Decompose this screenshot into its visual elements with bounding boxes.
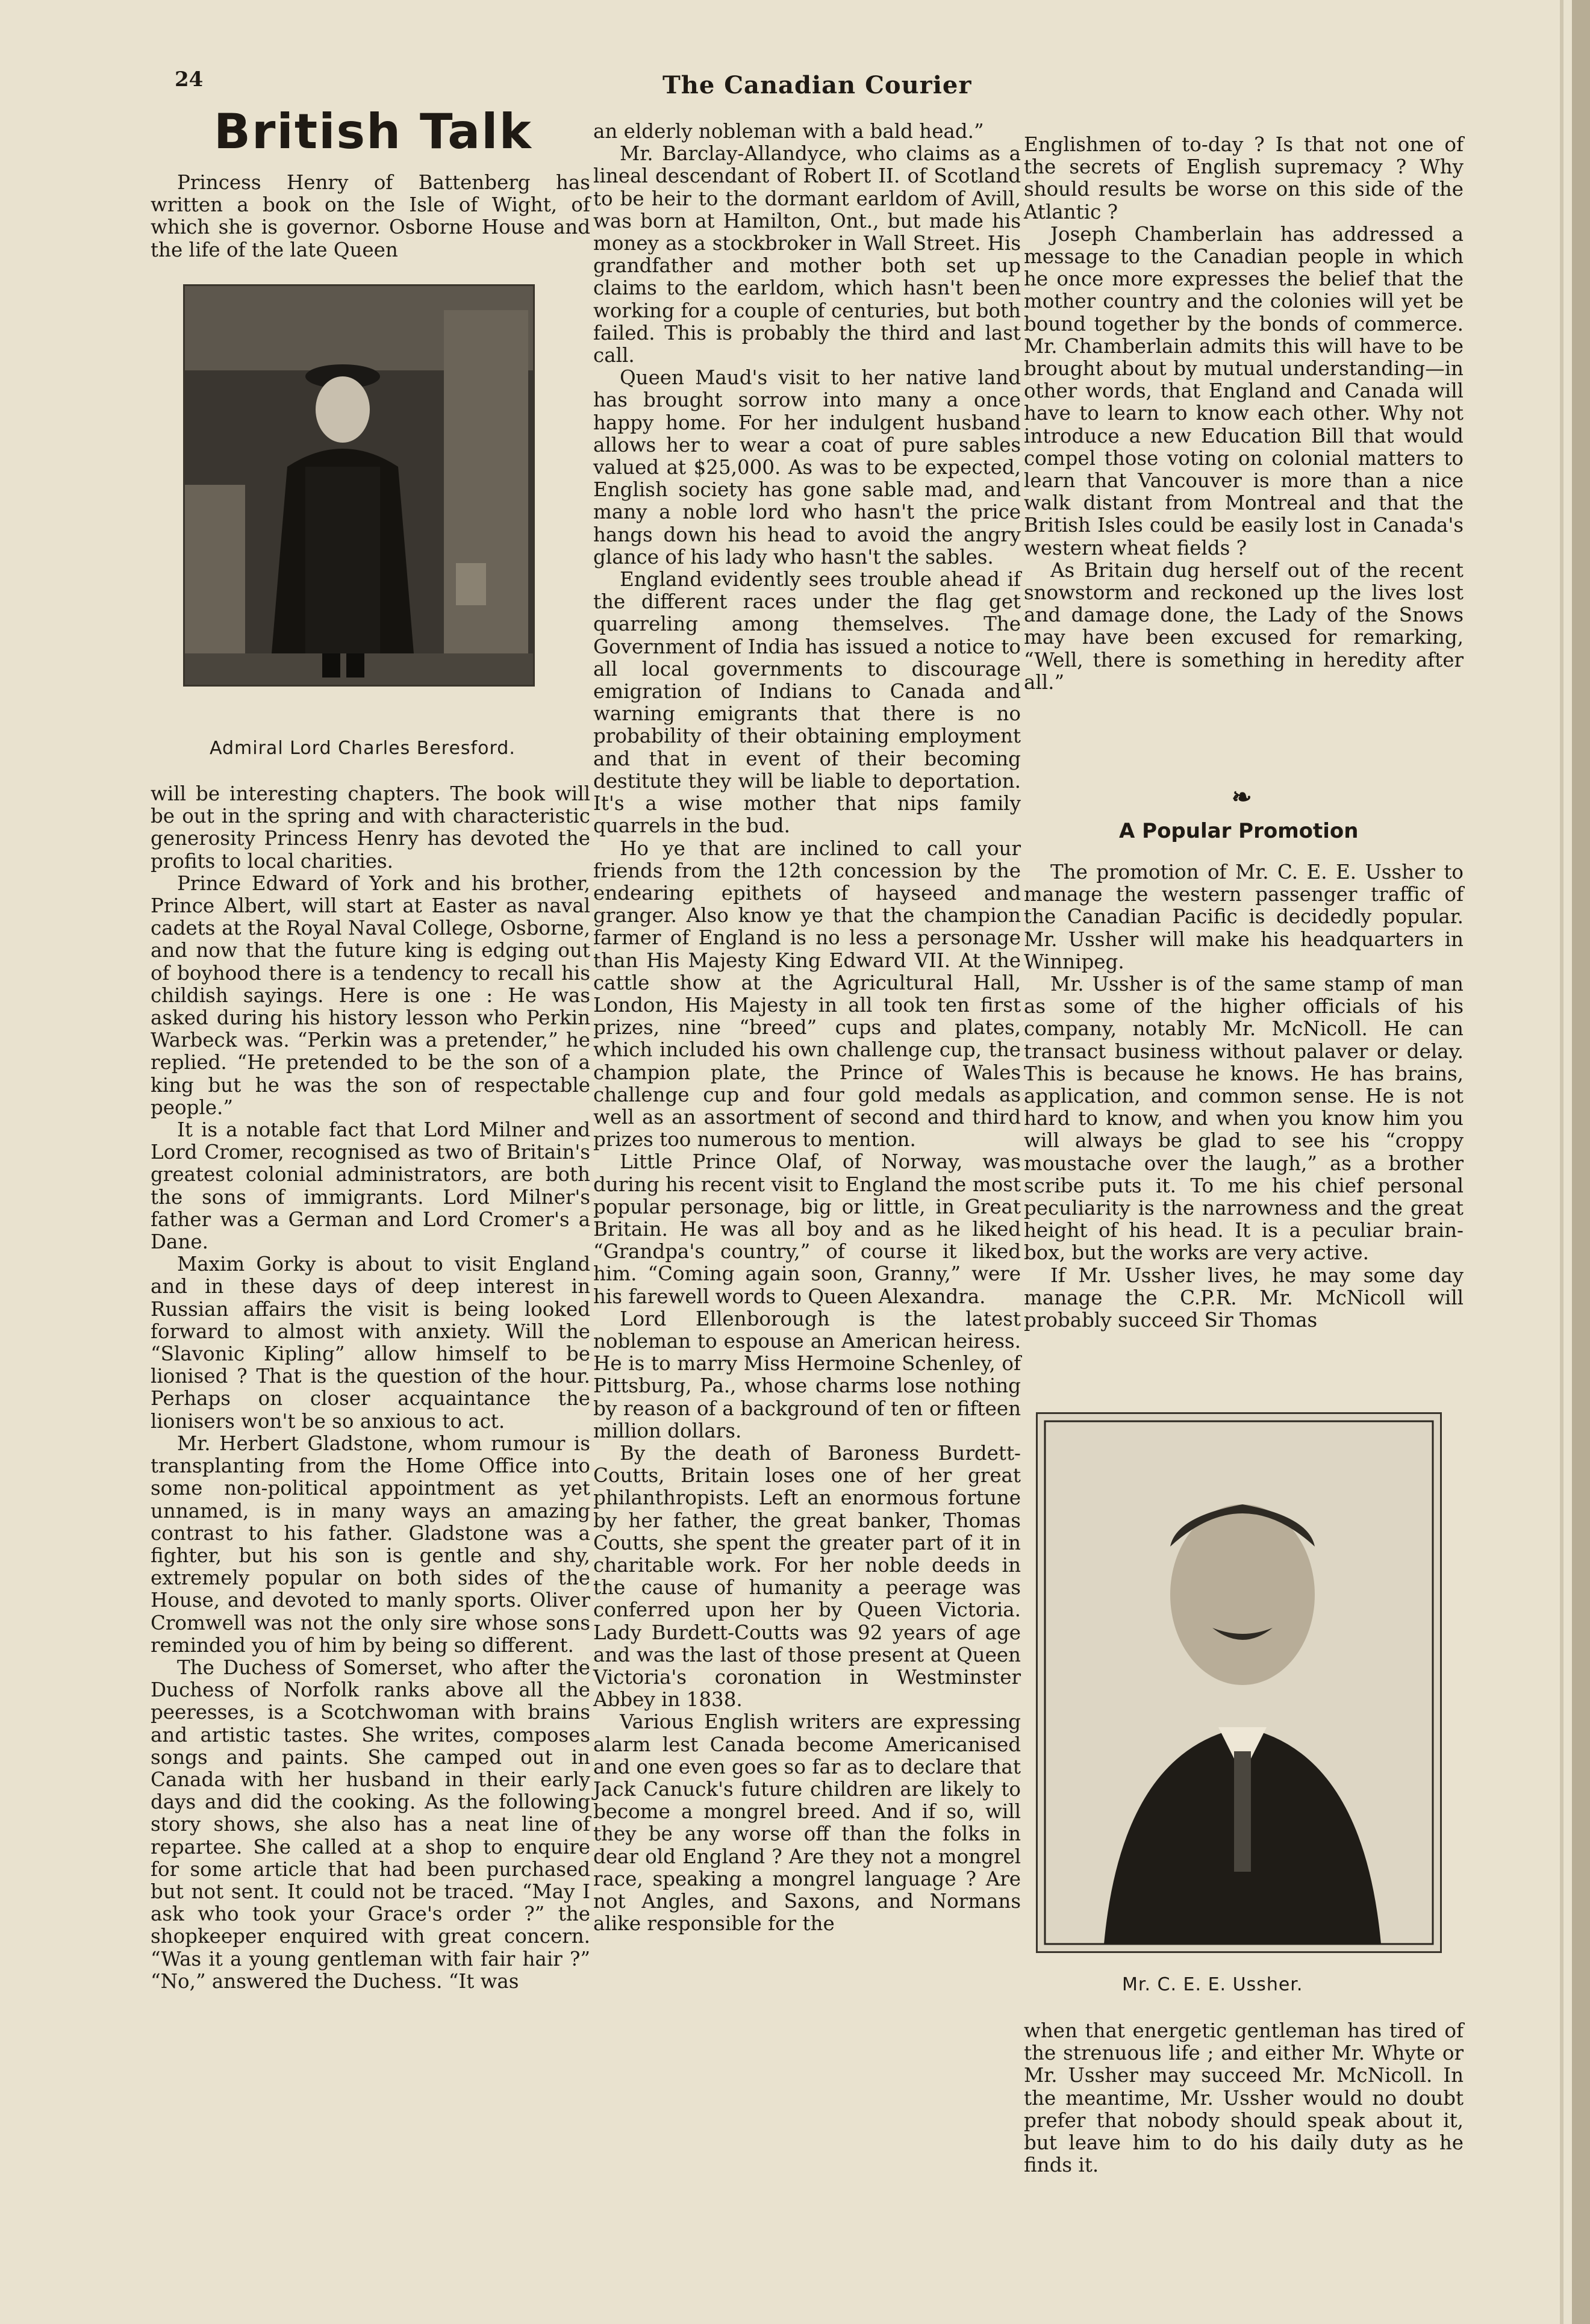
paragraph: As Britain dug herself out of the recent snowstorm and reckoned up the lives lost and damage done, the Lady of the Snows may have been excused for remarking, “Well, there is something in heredity after all.” (1024, 558, 1464, 694)
column-1-bottom (151, 783, 590, 1993)
paragraph: The promotion of Mr. C. E. E. Ussher to manage the western passenger traffic of the Canadian Pacific is decidedly popular. Mr. Ussher will make his headquarters in Winnipeg. (1024, 861, 1464, 973)
column-3-top (1024, 134, 1464, 694)
paragraph: Mr. Barclay-Allandyce, who claims as a lineal descendant of Robert II. of Scotland to be heir to the dormant earldom of Avill, was born at Hamilton, Ont., but made his money as a stockbroker in Wall Street. His grandfather and mother both set up claims to the earldom, which hasn't been working for a couple of centuries, but both failed. This is probably the third and last call. (593, 142, 1021, 367)
paragraph: Mr. Herbert Gladstone, whom rumour is transplanting from the Home Office into some non-political appointment as yet unnamed, is in many ways an amazing contrast to his father. Gladstone was a fighter, but his son is gentle and shy, extremely popular on both sides of the House, and devoted to manly sports. Oliver Cromwell was not the only sire whose sons reminded you of him by being so different. (151, 1431, 590, 1657)
caption-beresford: Admiral Lord Charles Beresford. (210, 738, 516, 759)
paragraph: Mr. Ussher is of the same stamp of man as some of the higher officials of his company, notably Mr. McNicoll. He can transact business without palaver or delay. This is because he knows. He has brains, application, and common sense. He is not hard to know, and when you know him you will always be glad to see his “croppy moustache over the laugh,” as a brother scribe puts it. To me his chief personal peculiarity is the narrowness and the great height of his head. It is a peculiar brain-box, but the works are very active. (1024, 973, 1464, 1265)
column-3-bottom (1024, 2020, 1464, 2176)
paragraph: Maxim Gorky is about to visit England and in these days of deep interest in Russian affairs the visit is being looked forward to almost with anxiety. Will the “Slavonic Kipling” allow himself to be lionised ? That is the question of the hour. Perhaps on closer acquaintance the lionisers won't be so anxious to act. (151, 1253, 590, 1433)
paragraph: Ho ye that are inclined to call your friends from the 12th concession by the endearing epithets of hayseed and granger. Also know ye that the champion farmer of England is no less a personage than His Majesty King Edward VII. At the cattle show at the Agricultural Hall, London, His Majesty in all took ten first prizes, nine “breed” cups and plates, which included his own challenge cup, the champion plate, the Prince of Wales challenge cup and four gold medals as well as an assortment of second and third prizes too numerous to mention. (593, 836, 1021, 1151)
portrait-image (1038, 1414, 1440, 1951)
paragraph: If Mr. Ussher lives, he may some day manage the C.P.R. Mr. McNicoll will probably succeed Sir Thomas (1024, 1263, 1464, 1332)
paragraph: an elderly nobleman with a bald head.” (593, 120, 984, 143)
paragraph: The Duchess of Somerset, who after the Duchess of Norfolk ranks above all the peeresses, is a Scotchwoman with brains and artistic tastes. She writes, composes songs and paints. She camped out in Canada with her husband in their early days and did the cooking. As the following story shows, she also has a neat line of repartee. She called at a shop to enquire for some article that had been purchased but not sent. It could not be traced. “May I ask who took your Grace's order ?” the shopkeeper enquired with great concern. “Was it a young gentleman with fair hair ?” “No,” answered the Duchess. “It was (151, 1656, 590, 1993)
ornament-icon: ❧ (1232, 783, 1252, 811)
publication-title: The Canadian Courier (662, 71, 972, 99)
portrait-image (185, 286, 533, 685)
paragraph: Various English writers are expressing alarm lest Canada become Americanised and one even goes so far as to declare that Jack Canuck's future children are likely to become a mongrel breed. And if so, will they be any worse off than the folks in dear old England ? Are they not a mongrel race, speaking a mongrel language ? Are not Angles, and Saxons, and Normans alike responsible for the (593, 1710, 1021, 1936)
column-2 (593, 120, 1021, 1935)
photo-ussher (1036, 1412, 1442, 1953)
column-3-middle (1024, 861, 1464, 1332)
paragraph: will be interesting chapters. The book will be out in the spring and with characteristic generosity Princess Henry has devoted the profits to local charities. (151, 782, 590, 873)
paragraph: It is a notable fact that Lord Milner and Lord Cromer, recognised as two of Britain's greatest colonial administrators, are both the sons of immigrants. Lord Milner's father was a German and Lord Cromer's a Dane. (151, 1118, 590, 1254)
paragraph: Englishmen of to-day ? Is that not one of the secrets of English supremacy ? Why should results be worse on this side of the Atlantic ? (1024, 133, 1464, 223)
paragraph: Little Prince Olaf, of Norway, was during his recent visit to England the most popular personage, big or little, in Great Britain. He was all boy and as he liked “Grandpa's country,” of course it liked him. “Coming again soon, Granny,” were his farewell words to Queen Alexandra. (593, 1150, 1021, 1308)
section-heading: A Popular Promotion (1119, 819, 1359, 843)
paragraph: Joseph Chamberlain has addressed a message to the Canadian people in which he once more expresses the belief that the mother country and the colonies will yet be bound together by the bonds of commerce. Mr. Chamberlain admits this will have to be brought about by mutual understanding—in other words, that England and Canada will have to learn to know each other. Why not introduce a new Education Bill that would compel those voting on colonial matters to learn that Vancouver is more than a nice walk distant from Montreal and that the British Isles could be easily lost in Canada's western wheat fields ? (1024, 222, 1464, 559)
paragraph: England evidently sees trouble ahead if the different races under the flag get quarreling among themselves. The Government of India has issued a notice to all local governments to discourage emigration of Indians to Canada and warning emigrants that there is no probability of their obtaining employment and that in event of their becoming destitute they will be liable to deportation. It's a wise mother that nips family quarrels in the bud. (593, 568, 1021, 838)
binding-edge (1560, 0, 1564, 2324)
column-1-top (151, 172, 590, 261)
headline: British Talk (214, 104, 532, 160)
paragraph: Princess Henry of Battenberg has written a book on the Isle of Wight, of which she is governor. Osborne House and the life of the late Queen (151, 171, 590, 261)
paragraph: Queen Maud's visit to her native land has brought sorrow into many a once happy home. For her indulgent husband allows her to wear a coat of pure sables valued at $25,000. As was to be expected, English society has gone sable mad, and many a noble lord who hasn't the price hangs down his head to avoid the angry glance of his lady who hasn't the sables. (593, 366, 1021, 569)
paragraph: Lord Ellenborough is the latest nobleman to espouse an American heiress. He is to marry Miss Hermoine Schenley, of Pittsburg, Pa., whose charms lose nothing by reason of a background of ten or fifteen million dollars. (593, 1307, 1021, 1442)
caption-ussher: Mr. C. E. E. Ussher. (1122, 1974, 1303, 1995)
paragraph: By the death of Baroness Burdett-Coutts, Britain loses one of her great philanthropists. Left an enormous fortune by her father, the great banker, Thomas Coutts, she spent the greater part of it in charitable work. For her noble deeds in the cause of humanity a peerage was conferred upon her by Queen Victoria. Lady Burdett-Coutts was 92 years of age and was the last of those present at Queen Victoria's coronation in Westminster Abbey in 1838. (593, 1441, 1021, 1712)
photo-admiral-beresford (183, 284, 535, 687)
binding-gutter (1572, 0, 1590, 2324)
page-number: 24 (175, 67, 204, 92)
paragraph: when that energetic gentleman has tired of the strenuous life ; and either Mr. Whyte or Mr. Ussher may succeed Mr. McNicoll. In the meantime, Mr. Ussher would no doubt prefer that nobody should speak about it, but leave him to do his daily duty as he finds it. (1024, 2019, 1464, 2177)
paragraph: Prince Edward of York and his brother, Prince Albert, will start at Easter as naval cadets at the Royal Naval College, Osborne, and now that the future king is edging out of boyhood there is a tendency to recall his childish sayings. Here is one : He was asked during his history lesson who Perkin Warbeck was. “Perkin was a pretender,” he replied. “He pretended to be the son of a king but he was the son of respectable people.” (151, 871, 590, 1119)
